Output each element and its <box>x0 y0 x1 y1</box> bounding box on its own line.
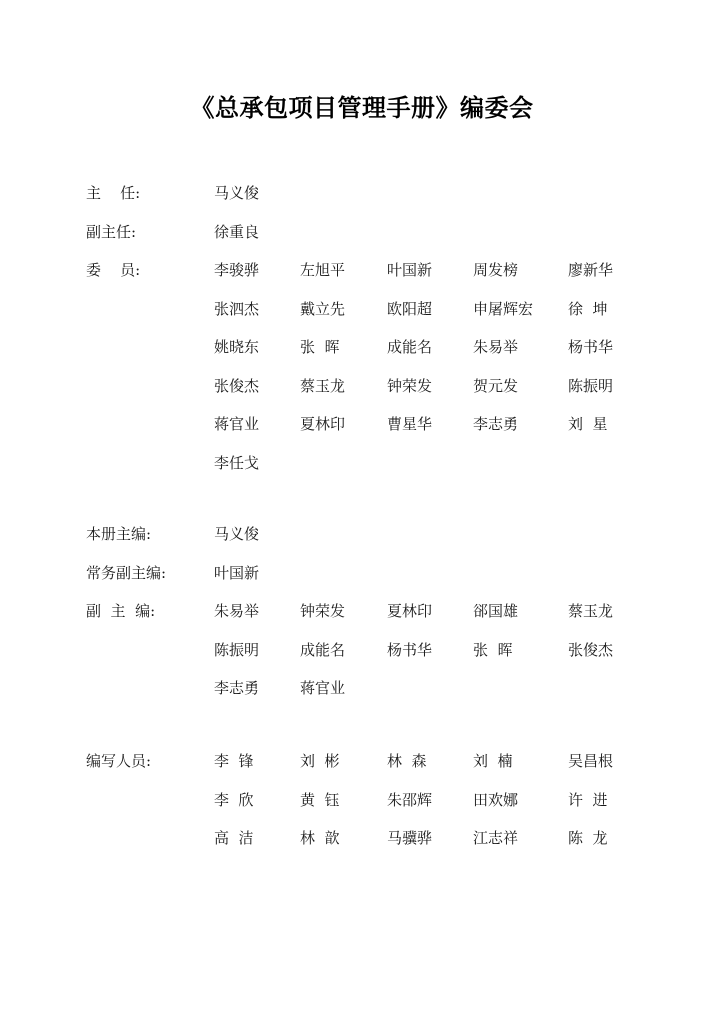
member-name: 张 晖 <box>300 338 340 356</box>
editors-row <box>0 601 724 640</box>
editor-name: 马义俊 <box>214 525 260 543</box>
member-name: 徐 坤 <box>568 299 608 318</box>
member-name: 李骏骅 <box>214 261 260 279</box>
member-name: 戴立先 <box>300 299 346 318</box>
committee-row <box>0 183 724 222</box>
writer-name: 许 进 <box>568 790 608 809</box>
member-name: 朱易举 <box>473 338 519 356</box>
editor-name: 成能名 <box>300 640 346 659</box>
member-name: 蒋官业 <box>214 415 260 433</box>
member-name: 曹星华 <box>387 415 433 433</box>
writer-name: 陈 龙 <box>568 829 608 847</box>
editors-row <box>0 524 724 563</box>
editor-name: 朱易举 <box>214 602 260 620</box>
writers-row <box>0 828 724 867</box>
editors-row <box>0 640 724 679</box>
writer-name: 吴昌根 <box>568 752 614 770</box>
role-label: 委 员: <box>86 261 141 279</box>
committee-row <box>0 337 724 376</box>
member-name: 张俊杰 <box>214 376 260 395</box>
writers-row <box>0 751 724 790</box>
writer-name: 林 森 <box>387 752 427 770</box>
member-name: 夏林印 <box>300 415 346 433</box>
member-name: 成能名 <box>387 338 433 356</box>
member-name: 姚晓东 <box>214 338 260 356</box>
member-name: 李任戈 <box>214 453 260 472</box>
committee-row <box>0 299 724 338</box>
member-name: 蔡玉龙 <box>300 376 346 395</box>
writer-name: 朱邵辉 <box>387 790 433 809</box>
member-name: 杨书华 <box>568 338 614 356</box>
editors-row <box>0 678 724 717</box>
editor-name: 蒋官业 <box>300 679 346 697</box>
role-label: 副主任: <box>86 222 137 241</box>
member-name: 刘 星 <box>568 415 608 433</box>
writer-name: 林 歆 <box>300 829 340 847</box>
writers-section <box>0 751 724 867</box>
editor-name: 郤国雄 <box>473 602 519 620</box>
role-label: 常务副主编: <box>86 563 167 582</box>
member-name: 周发榜 <box>473 261 519 279</box>
writer-name: 刘 楠 <box>473 752 513 770</box>
member-name: 欧阳超 <box>387 299 433 318</box>
writer-name: 刘 彬 <box>300 752 340 770</box>
editor-name: 张 晖 <box>473 640 513 659</box>
committee-row <box>0 376 724 415</box>
writer-name: 马骥骅 <box>387 829 433 847</box>
editors-section <box>0 524 724 717</box>
editor-name: 蔡玉龙 <box>568 602 614 620</box>
editor-name: 李志勇 <box>214 679 260 697</box>
editor-name: 张俊杰 <box>568 640 614 659</box>
writer-name: 江志祥 <box>473 829 519 847</box>
member-name: 申屠辉宏 <box>473 299 534 318</box>
member-name: 李志勇 <box>473 415 519 433</box>
writer-name: 田欢娜 <box>473 790 519 809</box>
writer-name: 李 欣 <box>214 790 254 809</box>
member-name: 钟荣发 <box>387 376 433 395</box>
member-name: 马义俊 <box>214 184 260 202</box>
member-name: 陈振明 <box>568 376 614 395</box>
member-name: 贺元发 <box>473 376 519 395</box>
writers-row <box>0 790 724 829</box>
writer-name: 高 洁 <box>214 829 254 847</box>
committee-row <box>0 453 724 492</box>
writer-name: 李 锋 <box>214 752 254 770</box>
editor-name: 杨书华 <box>387 640 433 659</box>
member-name: 廖新华 <box>568 261 614 279</box>
writer-name: 黄 钰 <box>300 790 340 809</box>
committee-row <box>0 414 724 453</box>
editor-name: 叶国新 <box>214 563 260 582</box>
member-name: 叶国新 <box>387 261 433 279</box>
editor-name: 钟荣发 <box>300 602 346 620</box>
member-name: 张泗杰 <box>214 299 260 318</box>
editor-name: 陈振明 <box>214 640 260 659</box>
document-title: 《总承包项目管理手册》编委会 <box>190 94 534 122</box>
editor-name: 夏林印 <box>387 602 433 620</box>
member-name: 徐重良 <box>214 222 260 241</box>
committee-section <box>0 183 724 491</box>
role-label: 主 任: <box>86 184 141 202</box>
member-name: 左旭平 <box>300 261 346 279</box>
role-label: 编写人员: <box>86 752 152 770</box>
editors-row <box>0 563 724 602</box>
role-label: 本册主编: <box>86 525 152 543</box>
committee-row <box>0 222 724 261</box>
role-label: 副 主 编: <box>86 602 156 620</box>
committee-row <box>0 260 724 299</box>
